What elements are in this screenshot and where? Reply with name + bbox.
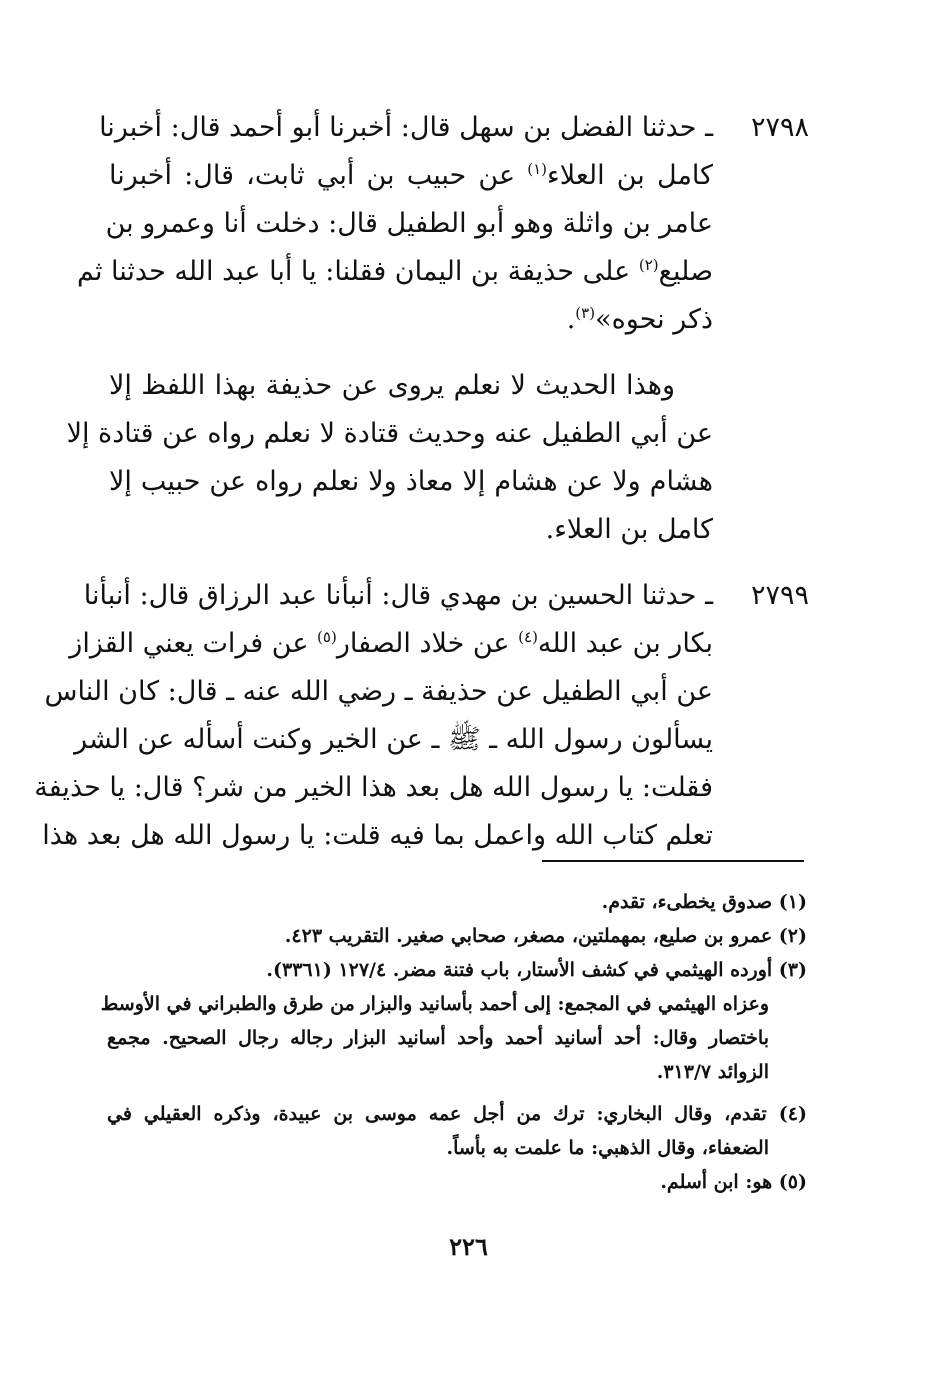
footnote-4: (٤) تقدم، وقال البخاري: ترك من أجل عمه موسى بن عبيدة، وذكره العقيلي في [107,1103,807,1125]
main-text [34,104,809,860]
hadith-2798-line-5: ذكر نحوه»$^{(٣)}$. [566,304,713,335]
footnotes [100,885,807,1199]
footnote-1: (١) صدوق يخطىء، تقدم. [601,891,807,913]
footnote-5: (٥) هو: ابن أسلم. [660,1171,807,1193]
page-number: ٢٢٦ [449,1232,488,1261]
footnote-divider [542,860,804,862]
hadith-2799-line-5: فقلت: يا رسول الله هل بعد هذا الخير من شر؟ قال: يا حذيفة [34,772,713,803]
hadith-2799-line-2: بكار بن عبد الله$^{(٤)}$ عن خلاد الصفار$^{(٥)}$ عن فرات يعني القزاز [69,628,713,659]
footnote-ref: (٤) [518,628,538,646]
commentary-line-2: عن أبي الطفيل عنه وحديث قتادة لا نعلم رواه عن قتادة إلا [66,418,713,449]
hadith-2799-line-4: يسألون رسول الله ـ ﷺ ـ عن الخير وكنت أسأله عن الشر [74,724,713,755]
commentary-line-4: كامل بن العلاء. [545,514,713,545]
hadith-2798-line-4: صليع$^{(٢)}$ على حذيفة بن اليمان فقلنا: يا أبا عبد الله حدثنا ثم [76,256,713,287]
hadith-number: ٢٧٩٨ [750,112,809,143]
footnote-3-continuation: الزوائد ٣١٣/٧. [656,1061,769,1083]
footnote-ref: (٣) [575,304,596,322]
footnote-2: (٢) عمرو بن صليع، بمهملتين، مصغر، صحابي صغير. التقريب ٤٢٣. [284,925,807,947]
footnote-ref: (٢) [638,256,659,274]
footnote-ref: (١) [527,160,548,178]
footnote-ref: (٥) [317,628,337,646]
footnote-3-continuation: باختصار وقال: أحد أسانيد أحمد وأحد أسانيد البزار رجاله رجال الصحيح. مجمع [107,1027,769,1049]
hadith-2799-line-3: عن أبي الطفيل عن حذيفة ـ رضي الله عنه ـ قال: كان الناس [44,676,713,707]
hadith-number: ٢٧٩٩ [750,580,809,611]
commentary-line-1: وهذا الحديث لا نعلم يروى عن حذيفة بهذا اللفظ إلا [109,370,675,401]
hadith-2799-line-6: تعلم كتاب الله واعمل بما فيه قلت: يا رسول الله هل بعد هذا [42,820,713,851]
hadith-2798-line-2: كامل بن العلاء$^{(١)}$ عن حبيب بن أبي ثابت، قال: أخبرنا [109,160,713,191]
hadith-2798-line-3: عامر بن واثلة وهو أبو الطفيل قال: دخلت أنا وعمرو بن [105,208,713,239]
footnote-4-continuation: الضعفاء، وقال الذهبي: ما علمت به بأساً. [446,1137,769,1159]
footnote-3-continuation: وعزاه الهيثمي في المجمع: إلى أحمد بأسانيد والبزار من طرق والطبراني في الأوسط [100,993,769,1015]
commentary-line-3: هشام ولا عن هشام إلا معاذ ولا نعلم رواه عن حبيب إلا [109,466,713,497]
footnote-3: (٣) أورده الهيثمي في كشف الأستار، باب فتنة مضر. ١٢٧/٤ (٣٣٦١). [266,959,807,981]
hadith-2799-line-1: ٢٧٩٩ـ حدثنا الحسين بن مهدي قال: أنبأنا عبد الرزاق قال: أنبأنا [109,572,809,620]
hadith-2798-line-1: ٢٧٩٨ـ حدثنا الفضل بن سهل قال: أخبرنا أبو أحمد قال: أخبرنا [109,104,809,152]
